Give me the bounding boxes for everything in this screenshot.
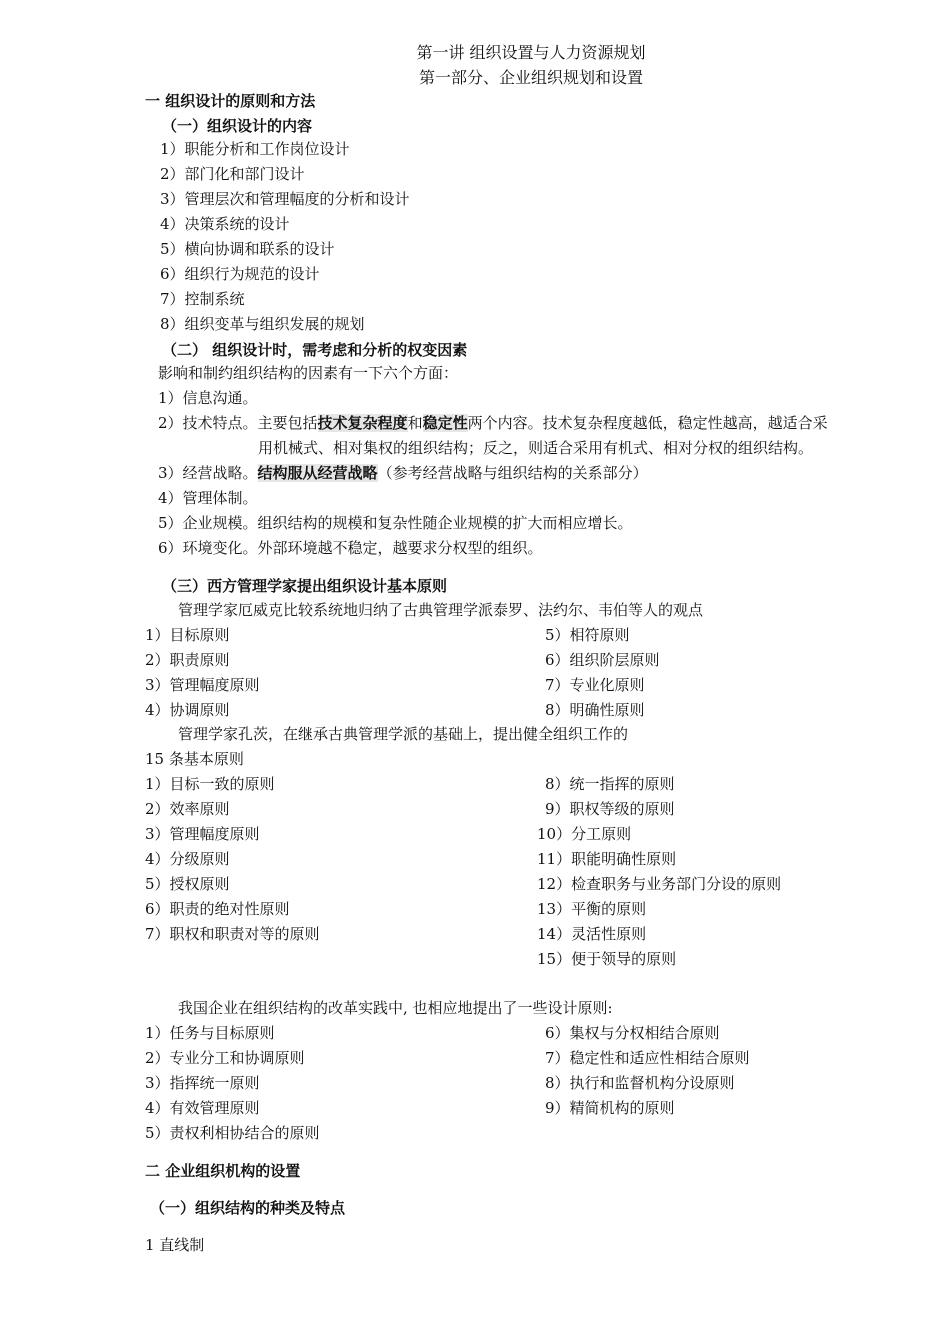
list-item: 12）检查职务与业务部门分设的原则 <box>537 875 782 893</box>
list-item: 2）职责原则 <box>145 651 230 669</box>
factor-item: 5）企业规模。组织结构的规模和复杂性随企业规模的扩大而相应增长。 <box>158 514 633 532</box>
list-item: 8）统一指挥的原则 <box>545 775 675 793</box>
list-item: 1）目标一致的原则 <box>145 775 275 793</box>
list-item: 7）控制系统 <box>160 290 245 308</box>
list-item: 6）组织行为规范的设计 <box>160 265 320 283</box>
list-item: 4）有效管理原则 <box>145 1099 260 1117</box>
list-item: 3）管理幅度原则 <box>145 676 260 694</box>
factor-text: （参考经营战略与组织结构的关系部分） <box>377 464 648 482</box>
subsection-1-3-heading: （三）西方管理学家提出组织设计基本原则 <box>162 577 448 595</box>
factor-item: 1）信息沟通。 <box>158 389 258 407</box>
list-item: 7）专业化原则 <box>545 676 645 694</box>
list-item: 6）职责的绝对性原则 <box>145 900 290 918</box>
list-item: 15）便于领导的原则 <box>537 950 677 968</box>
list-item: 13）平衡的原则 <box>537 900 647 918</box>
list-item: 5）授权原则 <box>145 875 230 893</box>
list-item: 5）横向协调和联系的设计 <box>160 240 335 258</box>
list-item: 5）责权利相协结合的原则 <box>145 1124 320 1142</box>
list-item: 6）组织阶层原则 <box>545 651 660 669</box>
urwick-intro: 管理学家厄威克比较系统地归纳了古典管理学派泰罗、法约尔、韦伯等人的观点 <box>178 601 704 619</box>
section-2-heading: 二 企业组织机构的设置 <box>145 1162 301 1180</box>
list-item: 11）职能明确性原则 <box>537 850 677 868</box>
part-title: 第一部分、企业组织规划和设置 <box>418 68 643 87</box>
china-intro: 我国企业在组织结构的改革实践中, 也相应地提出了一些设计原则: <box>178 999 613 1017</box>
koontz-intro-cont: 15 条基本原则 <box>145 750 244 768</box>
lecture-title: 第一讲 组织设置与人力资源规划 <box>416 43 646 62</box>
factor-item <box>158 463 648 483</box>
list-item: 8）组织变革与组织发展的规划 <box>160 315 365 333</box>
factor-item <box>158 413 828 433</box>
list-item: 4）分级原则 <box>145 850 230 868</box>
koontz-intro: 管理学家孔茨，在继承古典管理学派的基础上，提出健全组织工作的 <box>178 725 629 743</box>
list-item: 2）部门化和部门设计 <box>160 165 305 183</box>
highlight-tech-complexity: 技术复杂程度 <box>317 414 408 432</box>
list-item: 2）效率原则 <box>145 800 230 818</box>
list-item: 9）精简机构的原则 <box>545 1099 675 1117</box>
list-item: 9）职权等级的原则 <box>545 800 675 818</box>
list-item: 14）灵活性原则 <box>537 925 647 943</box>
factors-intro: 影响和制约组织结构的因素有一下六个方面： <box>158 364 459 382</box>
subsection-2-1-heading: （一）组织结构的种类及特点 <box>150 1199 346 1217</box>
subsection-1-1-heading: （一）组织设计的内容 <box>162 117 313 135</box>
list-item: 3）指挥统一原则 <box>145 1074 260 1092</box>
highlight-structure-follows-strategy: 结构服从经营战略 <box>257 464 378 482</box>
list-item: 3）管理幅度原则 <box>145 825 260 843</box>
factor-item: 6）环境变化。外部环境越不稳定，越要求分权型的组织。 <box>158 539 543 557</box>
list-item: 1）职能分析和工作岗位设计 <box>160 140 350 158</box>
list-item: 6）集权与分权相结合原则 <box>545 1024 720 1042</box>
list-item: 3）管理层次和管理幅度的分析和设计 <box>160 190 410 208</box>
subsection-1-2-heading: （二） 组织设计时，需考虑和分析的权变因素 <box>162 341 468 359</box>
list-item: 7）职权和职责对等的原则 <box>145 925 320 943</box>
list-item: 10）分工原则 <box>537 825 632 843</box>
list-item: 8）明确性原则 <box>545 701 645 719</box>
factor-text: 3）经营战略。 <box>158 464 258 482</box>
section-1-heading: 一 组织设计的原则和方法 <box>145 92 316 110</box>
factor-text: 和 <box>407 414 423 432</box>
list-item: 8）执行和监督机构分设原则 <box>545 1074 735 1092</box>
list-item: 4）协调原则 <box>145 701 230 719</box>
list-item: 4）决策系统的设计 <box>160 215 290 233</box>
highlight-stability: 稳定性 <box>422 414 468 432</box>
list-item: 7）稳定性和适应性相结合原则 <box>545 1049 750 1067</box>
factor-continuation: 用机械式、相对集权的组织结构；反之，则适合采用有机式、相对分权的组织结构。 <box>258 439 814 457</box>
factor-text: 两个内容。技术复杂程度越低，稳定性越高，越适合采 <box>467 414 828 432</box>
list-item: 1）目标原则 <box>145 626 230 644</box>
structure-type-item: 1 直线制 <box>145 1236 205 1254</box>
factor-text: 2）技术特点。主要包括 <box>158 414 318 432</box>
list-item: 2）专业分工和协调原则 <box>145 1049 305 1067</box>
list-item: 5）相符原则 <box>545 626 630 644</box>
factor-item: 4）管理体制。 <box>158 489 258 507</box>
list-item: 1）任务与目标原则 <box>145 1024 275 1042</box>
